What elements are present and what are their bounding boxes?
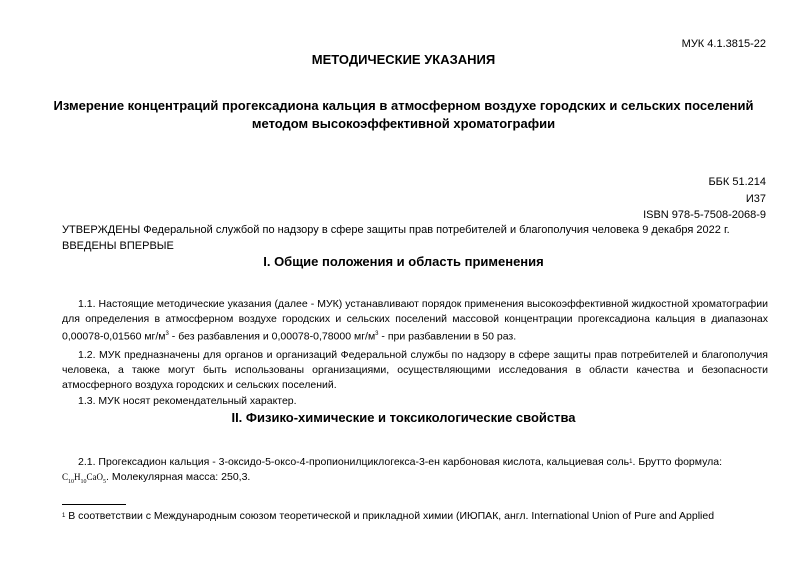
footnote-divider [62, 504, 126, 505]
approved-text: Федеральной службой по надзору в сфере защиты прав потребителей и благополучия человека 9 декабря 2022 г. [140, 224, 730, 236]
unit-exponent: 3 [375, 331, 379, 337]
footnote-ref[interactable]: 1 [629, 459, 633, 465]
section2-heading: II. Физико-химические и токсикологические свойства [231, 410, 576, 425]
section1-heading: I. Общие положения и область применения [263, 254, 544, 269]
doc-title: Измерение концентраций прогексадиона кальция в атмосферном воздухе городских и сельских поселений методом высокоэффективной хроматографии [53, 98, 754, 131]
approval-line [62, 224, 730, 236]
gross-formula: $C_{10}H_{10}CaO_5$ [62, 472, 107, 485]
para-2-1: 2.1. Прогексадион кальция - 3-оксидо-5-оксо-4-пропионилциклогекса-3-ен карбоновая кислота, кальциевая соль1. Брутто формула: $C_{10}H_{10}CaO_5$. Молекулярная масса: 250,3. [62, 456, 722, 485]
introduced-line: ВВЕДЕНЫ ВПЕРВЫЕ [62, 240, 174, 252]
doc-type-heading: МЕТОДИЧЕСКИЕ УКАЗАНИЯ [311, 52, 496, 67]
doc-number: МУК 4.1.3815-22 [681, 38, 766, 50]
footnote-text: 1 В соответствии с Международным союзом теоретической и прикладной химии (ИЮПАК, англ. International Union of Pure and Applied [62, 510, 715, 522]
unit-exponent: 3 [165, 331, 169, 337]
isbn: ISBN 978-5-7508-2068-9 [643, 209, 766, 221]
para-1-3: 1.3. МУК носят рекомендательный характер. [78, 395, 297, 407]
para-1-1: 1.1. Настоящие методические указания (далее - МУК) устанавливают порядок применения высокоэффективной жидкостной хроматографии для определения в атмосферном воздухе городских и сельских поселений массовой концентрации прогексадиона кальция в диапазонах 0,00078-0,01560 $мг/м^3$ - без разбавления и 0,00078-0,78000 $мг/м^3$ - при разбавлении в 50 раз. [62, 298, 768, 343]
author-code: И37 [745, 193, 766, 205]
bbk-code: ББК 51.214 [708, 176, 766, 188]
para-1-2: 1.2. МУК предназначены для органов и организаций Федеральной службы по надзору в сфере защиты прав потребителей и благополучия человека, а также могут быть использованы организациями, осуществляющими исследования в области качества и безопасности атмосферного воздуха городских и сельских поселений. [62, 349, 768, 391]
approved-label: УТВЕРЖДЕНЫ [62, 224, 141, 236]
footnote-marker: 1 [62, 513, 66, 519]
